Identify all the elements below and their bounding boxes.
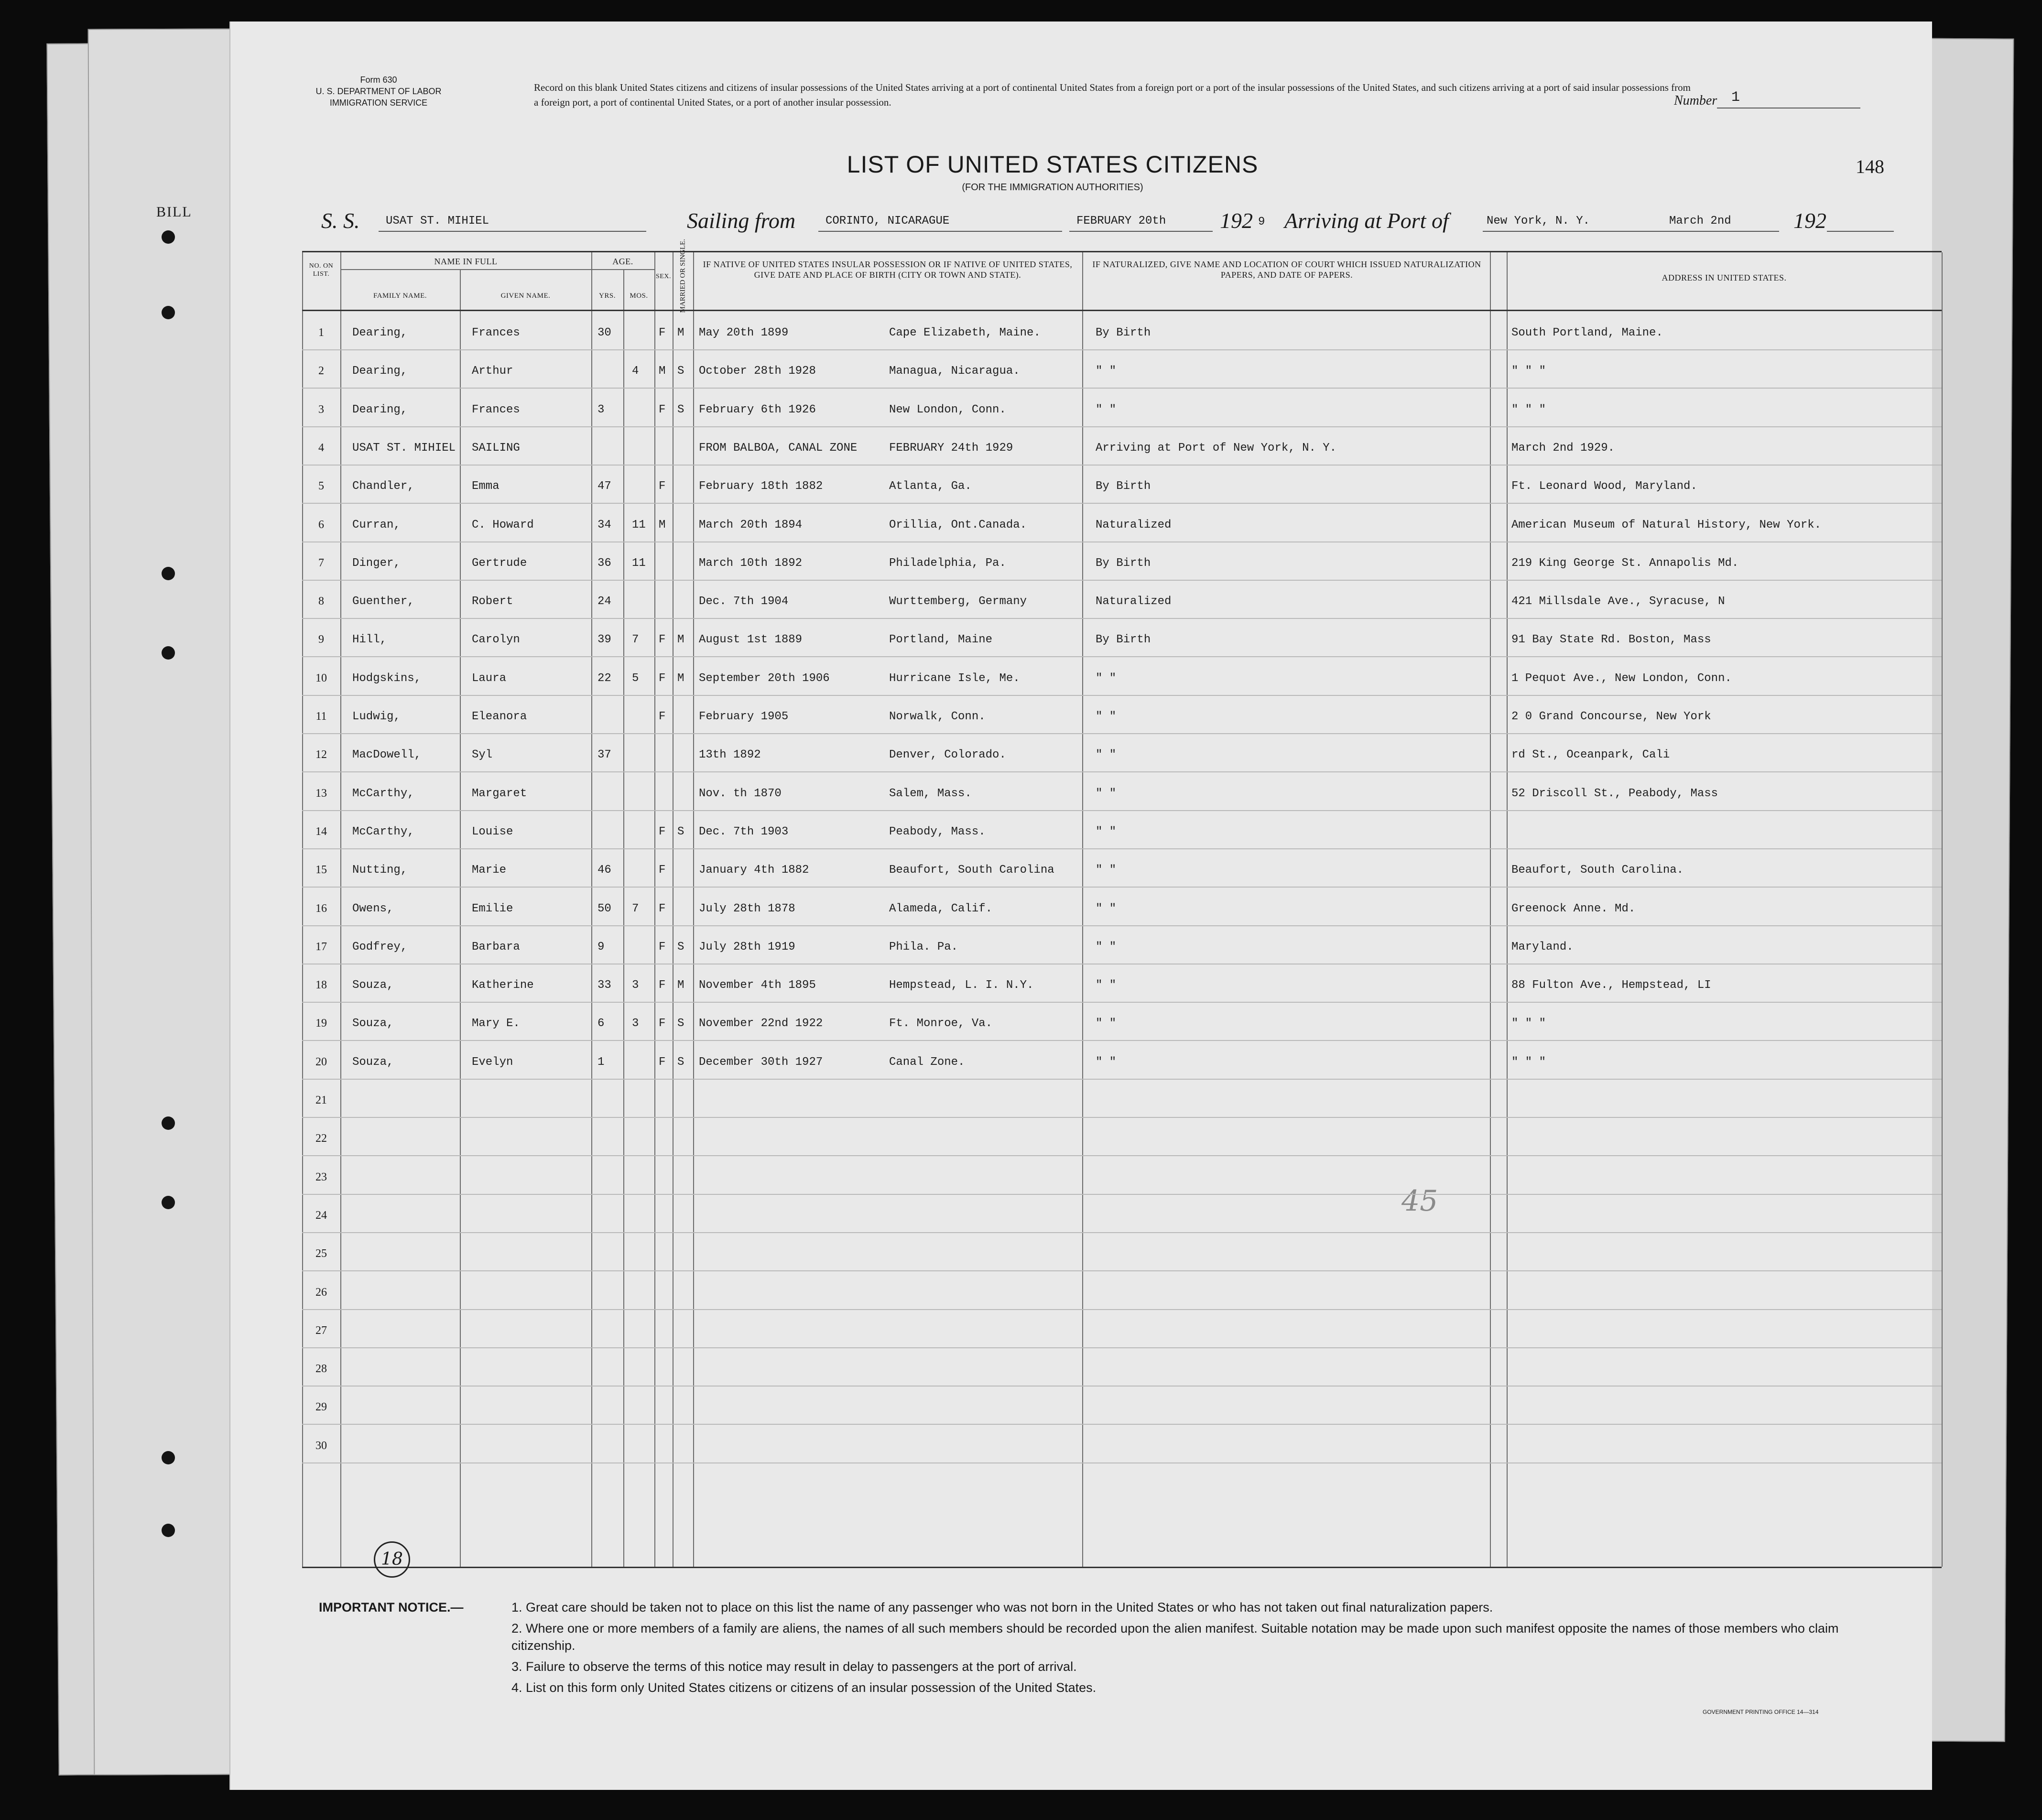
sailing-label: Sailing from: [687, 208, 796, 233]
col-header-yrs: YRS.: [599, 292, 616, 300]
row-rule: [302, 733, 1942, 734]
cell-sex: F: [659, 480, 666, 493]
row-number: 28: [315, 1363, 327, 1376]
cell-ms: M: [677, 326, 684, 339]
form-identifier: [293, 74, 465, 108]
pencil-stamp: 45: [1401, 1184, 1438, 1218]
cell-sex: F: [659, 979, 666, 992]
sailing-port: CORINTO, NICARAGUE: [825, 215, 950, 228]
row-rule: [302, 465, 1942, 466]
cell-naturalized: " ": [1096, 672, 1117, 685]
cell-birth-place: Cape Elizabeth, Maine.: [889, 326, 1041, 339]
row-number: 22: [315, 1132, 327, 1145]
row-rule: [302, 1194, 1942, 1195]
cell-birth-place: Ft. Monroe, Va.: [889, 1017, 993, 1030]
cell-birth-date: July 28th 1878: [699, 902, 795, 915]
cell-yrs: 47: [597, 480, 611, 493]
row-rule: [302, 1309, 1942, 1310]
row-number: 13: [315, 787, 327, 800]
cell-ms: M: [677, 633, 684, 647]
cell-yrs: 37: [597, 748, 611, 762]
cell-birth-date: Dec. 7th 1904: [699, 595, 789, 608]
cell-birth-date: March 20th 1894: [699, 518, 803, 531]
cell-address: 88 Fulton Ave., Hempstead, LI: [1511, 979, 1711, 992]
row-number: 6: [318, 518, 324, 531]
row-number: 11: [315, 710, 327, 723]
cell-family: MacDowell,: [352, 748, 422, 762]
row-number: 29: [315, 1401, 327, 1414]
cell-sex: F: [659, 940, 666, 953]
cell-naturalized: By Birth: [1096, 633, 1151, 647]
ss-label: S. S.: [321, 208, 360, 233]
cell-family: Hodgskins,: [352, 672, 422, 685]
col-header-birth: IF NATIVE OF UNITED STATES INSULAR POSSESSION OR IF NATIVE OF UNITED STATES, GIVE DATE AND PLACE OF BIRTH (CITY OR TOWN AND STATE).: [703, 260, 1073, 280]
cell-birth-date: May 20th 1899: [699, 326, 789, 339]
cell-birth-date: FROM BALBOA, CANAL ZONE: [699, 441, 858, 455]
vessel-line: [321, 208, 1899, 237]
row-rule: [302, 1462, 1942, 1463]
cell-family: McCarthy,: [352, 787, 414, 800]
row-number: 9: [318, 633, 324, 646]
notice-item: 4. List on this form only United States citizens or citizens of an insular possession of the United States.: [511, 1680, 1097, 1695]
binder-hole: [162, 1524, 175, 1537]
cell-family: Dearing,: [352, 365, 408, 378]
row-rule: [302, 656, 1942, 657]
row-rule: [302, 771, 1942, 772]
cell-birth-date: November 4th 1895: [699, 979, 816, 992]
col-header-address: ADDRESS IN UNITED STATES.: [1662, 273, 1787, 282]
cell-address: South Portland, Maine.: [1511, 326, 1663, 339]
row-number: 19: [315, 1017, 327, 1030]
col-header-name: NAME IN FULL: [434, 257, 498, 266]
cell-family: McCarthy,: [352, 825, 414, 838]
cell-naturalized: " ": [1096, 902, 1117, 915]
cell-given: Eleanora: [472, 710, 527, 723]
binder-hole: [162, 1196, 175, 1209]
row-rule: [302, 1386, 1942, 1387]
col-header-family: FAMILY NAME.: [373, 292, 427, 300]
cell-naturalized: " ": [1096, 787, 1117, 800]
notice-heading: IMPORTANT NOTICE.—: [319, 1600, 464, 1614]
cell-naturalized: " ": [1096, 1055, 1117, 1069]
cell-sex: F: [659, 326, 666, 339]
row-number: 17: [315, 940, 327, 953]
cell-birth-place: Atlanta, Ga.: [889, 480, 972, 493]
cell-address: rd St., Oceanpark, Cali: [1511, 748, 1670, 762]
cell-given: C. Howard: [472, 518, 534, 531]
cell-given: Arthur: [472, 365, 513, 378]
cell-naturalized: By Birth: [1096, 480, 1151, 493]
arrival-year: 192: [1793, 208, 1826, 233]
row-rule: [302, 925, 1942, 926]
cell-family: Dearing,: [352, 326, 408, 339]
cell-birth-date: August 1st 1889: [699, 633, 803, 647]
cell-address: " " ": [1511, 365, 1546, 378]
cell-address: 1 Pequot Ave., New London, Conn.: [1511, 672, 1732, 685]
cell-given: Margaret: [472, 787, 527, 800]
cell-ms: S: [677, 365, 684, 378]
number-label: Number: [1674, 93, 1717, 108]
cell-address: American Museum of Natural History, New York.: [1511, 518, 1822, 531]
binder-hole: [162, 230, 175, 244]
cell-given: Mary E.: [472, 1017, 520, 1030]
cell-family: Nutting,: [352, 864, 408, 877]
row-rule: [302, 503, 1942, 504]
binder-hole: [162, 1451, 175, 1464]
row-number: 27: [315, 1324, 327, 1337]
cell-yrs: 33: [597, 979, 611, 992]
col-header-sex: SEX.: [656, 273, 671, 280]
cell-given: SAILING: [472, 441, 520, 455]
cell-address: 219 King George St. Annapolis Md.: [1511, 556, 1739, 570]
margin-label: BILL: [156, 204, 192, 220]
row-number: 3: [318, 403, 324, 416]
cell-family: Souza,: [352, 979, 394, 992]
cell-yrs: 34: [597, 518, 611, 531]
cell-birth-place: Peabody, Mass.: [889, 825, 986, 838]
cell-family: Owens,: [352, 902, 394, 915]
cell-mos: 3: [632, 979, 639, 992]
cell-address: " " ": [1511, 1055, 1546, 1069]
cell-address: " " ": [1511, 1017, 1546, 1030]
cell-given: Frances: [472, 326, 520, 339]
sailing-year-suffix: 9: [1258, 216, 1265, 228]
cell-birth-place: Canal Zone.: [889, 1055, 965, 1069]
cell-yrs: 50: [597, 902, 611, 915]
cell-naturalized: " ": [1096, 864, 1117, 877]
cell-given: Carolyn: [472, 633, 520, 647]
row-rule: [302, 388, 1942, 389]
row-rule: [302, 580, 1942, 581]
col-header-given: GIVEN NAME.: [500, 292, 551, 300]
cell-naturalized: By Birth: [1096, 326, 1151, 339]
page-subtitle: (FOR THE IMMIGRATION AUTHORITIES): [962, 182, 1143, 193]
cell-yrs: 36: [597, 556, 611, 570]
ship-name: USAT ST. MIHIEL: [386, 215, 489, 228]
cell-ms: S: [677, 403, 684, 416]
row-number: 1: [318, 326, 324, 339]
row-number: 2: [318, 365, 324, 378]
arrival-port: New York, N. Y.: [1487, 215, 1590, 228]
row-number: 15: [315, 864, 327, 877]
row-rule: [302, 618, 1942, 619]
cell-mos: 11: [632, 556, 646, 570]
row-number: 8: [318, 595, 324, 608]
cell-given: Gertrude: [472, 556, 527, 570]
cell-family: Dinger,: [352, 556, 401, 570]
cell-given: Louise: [472, 825, 513, 838]
cell-sex: F: [659, 633, 666, 647]
cell-naturalized: " ": [1096, 365, 1117, 378]
row-number: 30: [315, 1439, 327, 1452]
cell-ms: S: [677, 1017, 684, 1030]
page-title: LIST OF UNITED STATES CITIZENS: [847, 151, 1259, 178]
cell-birth-place: Wurttemberg, Germany: [889, 595, 1027, 608]
cell-naturalized: " ": [1096, 940, 1117, 953]
cell-ms: M: [677, 672, 684, 685]
cell-mos: 4: [632, 365, 639, 378]
cell-yrs: 3: [597, 403, 605, 416]
cell-family: Godfrey,: [352, 940, 408, 953]
cell-naturalized: " ": [1096, 979, 1117, 992]
cell-mos: 5: [632, 672, 639, 685]
cell-address: Ft. Leonard Wood, Maryland.: [1511, 480, 1697, 493]
cell-address: Greenock Anne. Md.: [1511, 902, 1636, 915]
cell-given: Robert: [472, 595, 513, 608]
form-instructions: Record on this blank United States citizens and citizens of insular possessions of the United States arriving at a port of continental United States from a foreign port or a port of the insular possessions of the United States, and such citizens arriving at a port of said insular possessions from a foreign port, a port of continental United States, or a port of another insular possession.: [534, 82, 1691, 108]
cell-family: Souza,: [352, 1017, 394, 1030]
manifest-sheet: [229, 22, 1932, 1790]
cell-family: Curran,: [352, 518, 401, 531]
row-rule: [302, 1232, 1942, 1233]
department-name: U. S. DEPARTMENT OF LABOR: [315, 87, 442, 96]
cell-address: 421 Millsdale Ave., Syracuse, N: [1511, 595, 1725, 608]
sailing-date: FEBRUARY 20th: [1076, 215, 1166, 228]
cell-address: March 2nd 1929.: [1511, 441, 1615, 455]
cell-naturalized: " ": [1096, 1017, 1117, 1030]
cell-address: Maryland.: [1511, 940, 1574, 953]
cell-sex: F: [659, 1055, 666, 1069]
cell-ms: M: [677, 979, 684, 992]
row-number: 14: [315, 825, 327, 838]
cell-yrs: 30: [597, 326, 611, 339]
cell-naturalized: Naturalized: [1096, 518, 1172, 531]
col-header-mos: MOS.: [630, 292, 648, 300]
row-rule: [302, 695, 1942, 696]
cell-birth-date: December 30th 1927: [699, 1055, 823, 1069]
cell-ms: S: [677, 825, 684, 838]
cell-naturalized: Arriving at Port of New York, N. Y.: [1096, 441, 1337, 455]
cell-birth-date: July 28th 1919: [699, 940, 795, 953]
cell-yrs: 6: [597, 1017, 605, 1030]
cell-ms: S: [677, 940, 684, 953]
cell-sex: F: [659, 864, 666, 877]
printer-mark: GOVERNMENT PRINTING OFFICE 14—314: [1703, 1709, 1819, 1715]
cell-mos: 3: [632, 1017, 639, 1030]
service-name: IMMIGRATION SERVICE: [329, 98, 428, 108]
row-number: 24: [315, 1209, 327, 1222]
cell-given: Emma: [472, 480, 500, 493]
cell-naturalized: " ": [1096, 403, 1117, 416]
cell-sex: M: [659, 365, 666, 378]
cell-address: 91 Bay State Rd. Boston, Mass: [1511, 633, 1711, 647]
cell-birth-place: Portland, Maine: [889, 633, 993, 647]
binder-hole: [162, 646, 175, 660]
form-number: Form 630: [360, 75, 397, 85]
cell-address: 52 Driscoll St., Peabody, Mass: [1511, 787, 1718, 800]
cell-naturalized: " ": [1096, 748, 1117, 762]
cell-family: Dearing,: [352, 403, 408, 416]
cell-birth-place: Orillia, Ont.Canada.: [889, 518, 1027, 531]
cell-naturalized: Naturalized: [1096, 595, 1172, 608]
cell-address: " " ": [1511, 403, 1546, 416]
row-number: 10: [315, 672, 327, 684]
cell-mos: 7: [632, 902, 639, 915]
cell-birth-date: November 22nd 1922: [699, 1017, 823, 1030]
cell-birth-date: September 20th 1906: [699, 672, 830, 685]
cell-given: Katherine: [472, 979, 534, 992]
cell-sex: F: [659, 1017, 666, 1030]
manifest-table: [302, 238, 1942, 1568]
cell-birth-date: February 6th 1926: [699, 403, 816, 416]
notice-item: 1. Great care should be taken not to place on this list the name of any passenger who was not born in the United States or who has not taken out final naturalization papers.: [511, 1600, 1493, 1614]
row-rule: [302, 1117, 1942, 1118]
cell-yrs: 9: [597, 940, 605, 953]
cell-given: Barbara: [472, 940, 520, 953]
row-rule: [302, 1079, 1942, 1080]
row-number: 4: [318, 441, 324, 454]
binder-hole: [162, 1116, 175, 1130]
cell-birth-place: Salem, Mass.: [889, 787, 972, 800]
row-rule: [302, 426, 1942, 427]
cell-birth-place: FEBRUARY 24th 1929: [889, 441, 1013, 455]
cell-birth-place: New London, Conn.: [889, 403, 1006, 416]
arriving-label: Arriving at Port of: [1284, 208, 1449, 233]
binder-hole: [162, 306, 175, 319]
cell-birth-place: Denver, Colorado.: [889, 748, 1006, 762]
sailing-year: 192: [1220, 208, 1253, 233]
cell-naturalized: " ": [1096, 710, 1117, 723]
cell-yrs: 22: [597, 672, 611, 685]
cell-family: Chandler,: [352, 480, 414, 493]
cell-birth-date: Dec. 7th 1903: [699, 825, 789, 838]
cell-address: 2 0 Grand Concourse, New York: [1511, 710, 1711, 723]
cell-family: Guenther,: [352, 595, 414, 608]
binder-hole: [162, 567, 175, 580]
cell-given: Evelyn: [472, 1055, 513, 1069]
row-rule: [302, 810, 1942, 811]
cell-mos: 11: [632, 518, 646, 531]
cell-sex: F: [659, 825, 666, 838]
cell-birth-place: Norwalk, Conn.: [889, 710, 986, 723]
col-header-age: AGE.: [612, 257, 633, 266]
cell-given: Emilie: [472, 902, 513, 915]
cell-birth-date: February 18th 1882: [699, 480, 823, 493]
cell-sex: F: [659, 403, 666, 416]
row-rule: [302, 848, 1942, 849]
cell-family: USAT ST. MIHIEL: [352, 441, 456, 455]
col-header-married: MARRIED OR SINGLE.: [679, 238, 687, 313]
cell-birth-place: Hempstead, L. I. N.Y.: [889, 979, 1034, 992]
row-number: 21: [315, 1094, 327, 1106]
page-number: 148: [1856, 156, 1884, 177]
cell-ms: S: [677, 1055, 684, 1069]
row-number: 7: [318, 556, 324, 569]
cell-sex: M: [659, 518, 666, 531]
cell-birth-date: 13th 1892: [699, 748, 761, 762]
cell-birth-place: Beaufort, South Carolina: [889, 864, 1054, 877]
notice-item: 2. Where one or more members of a family are aliens, the names of all such members should be recorded upon the alien manifest. Suitable notation may be made upon such manifest opposite the names of those members who claim citizenship.: [511, 1621, 1839, 1653]
row-number: 26: [315, 1286, 327, 1299]
cell-birth-place: Philadelphia, Pa.: [889, 556, 1006, 570]
cell-birth-date: January 4th 1882: [699, 864, 809, 877]
row-number: 20: [315, 1055, 327, 1068]
row-number: 23: [315, 1170, 327, 1183]
cell-given: Frances: [472, 403, 520, 416]
cell-birth-date: Nov. th 1870: [699, 787, 782, 800]
row-rule: [302, 1347, 1942, 1348]
cell-family: Souza,: [352, 1055, 394, 1069]
row-rule: [302, 1040, 1942, 1041]
col-header-no: NO. ON LIST.: [309, 262, 334, 278]
cell-yrs: 1: [597, 1055, 605, 1069]
row-rule: [302, 887, 1942, 888]
cell-family: Hill,: [352, 633, 387, 647]
cell-sex: F: [659, 902, 666, 915]
col-header-naturalized: IF NATURALIZED, GIVE NAME AND LOCATION OF COURT WHICH ISSUED NATURALIZATION PAPERS, AND DATE OF PAPERS.: [1092, 260, 1481, 280]
number-value: 1: [1731, 89, 1740, 106]
cell-birth-place: Hurricane Isle, Me.: [889, 672, 1020, 685]
underlying-page: [88, 28, 239, 1775]
row-number: 16: [315, 902, 327, 915]
cell-address: Beaufort, South Carolina.: [1511, 864, 1684, 877]
cell-yrs: 46: [597, 864, 611, 877]
cell-sex: F: [659, 672, 666, 685]
cell-birth-date: March 10th 1892: [699, 556, 803, 570]
cell-birth-date: October 28th 1928: [699, 365, 816, 378]
cell-birth-date: February 1905: [699, 710, 789, 723]
row-number: 25: [315, 1247, 327, 1260]
cell-naturalized: " ": [1096, 825, 1117, 838]
cell-given: Syl: [472, 748, 493, 762]
row-number: 18: [315, 979, 327, 992]
row-rule: [302, 1424, 1942, 1425]
row-number: 5: [318, 480, 324, 493]
cell-sex: F: [659, 710, 666, 723]
cell-naturalized: By Birth: [1096, 556, 1151, 570]
row-rule: [302, 1002, 1942, 1003]
cell-yrs: 39: [597, 633, 611, 647]
arrival-date: March 2nd: [1669, 215, 1731, 228]
cell-yrs: 24: [597, 595, 611, 608]
row-number: 12: [315, 748, 327, 761]
cell-family: Ludwig,: [352, 710, 401, 723]
cell-birth-place: Managua, Nicaragua.: [889, 365, 1020, 378]
cell-given: Laura: [472, 672, 507, 685]
cell-given: Marie: [472, 864, 507, 877]
cell-mos: 7: [632, 633, 639, 647]
row-rule: [302, 1155, 1942, 1156]
row-rule: [302, 349, 1942, 350]
cell-birth-place: Phila. Pa.: [889, 940, 958, 953]
row-rule: [302, 1270, 1942, 1271]
notice-item: 3. Failure to observe the terms of this notice may result in delay to passengers at the port of arrival.: [511, 1659, 1077, 1674]
cell-birth-place: Alameda, Calif.: [889, 902, 993, 915]
circled-annotation: 18: [374, 1541, 410, 1578]
